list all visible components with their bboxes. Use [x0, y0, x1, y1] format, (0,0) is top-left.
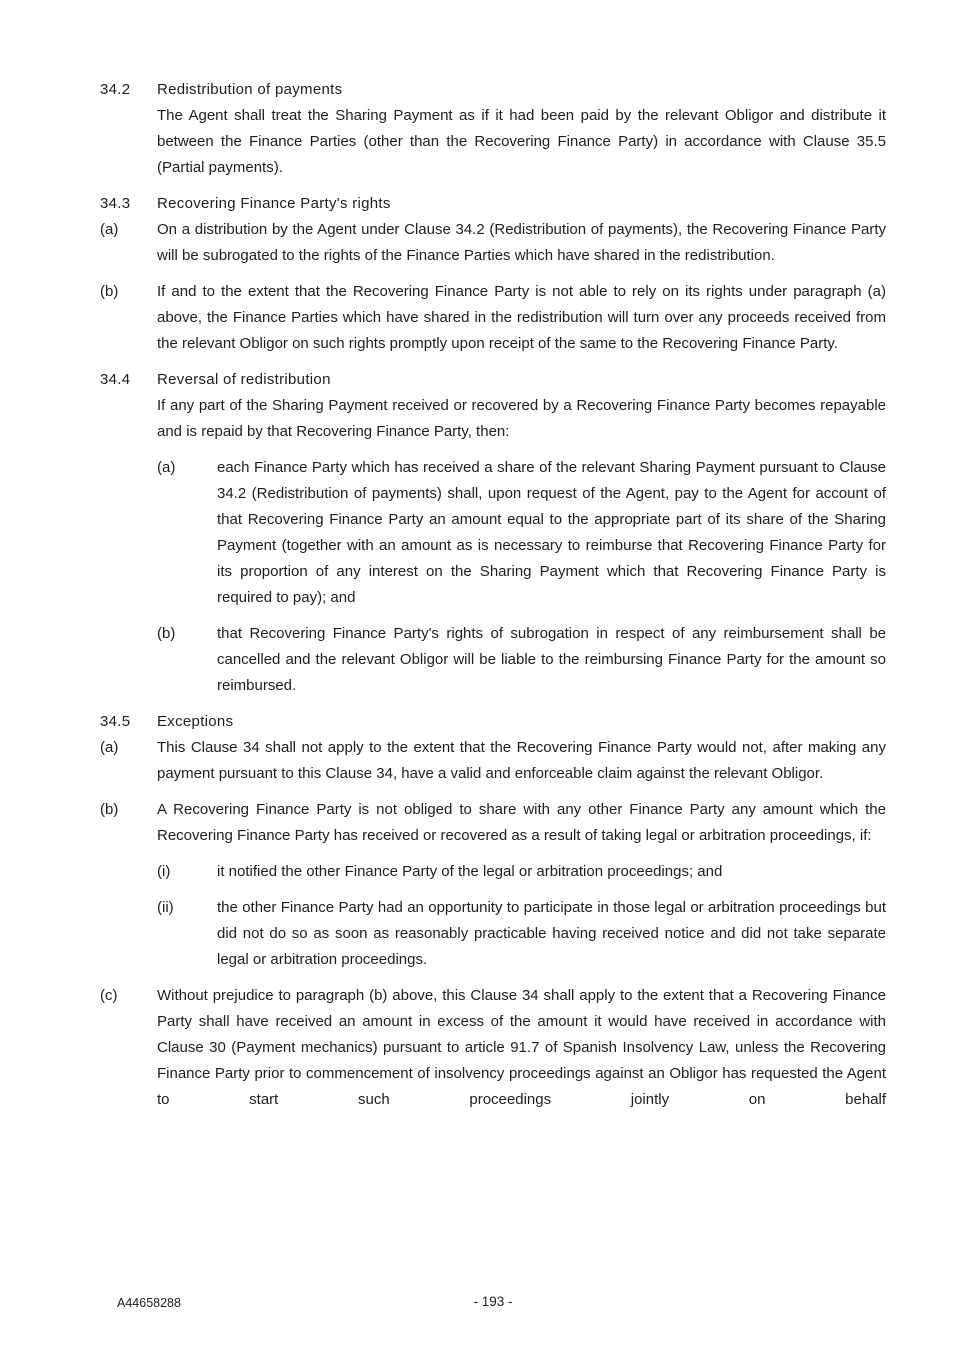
clause-34-3 — [100, 191, 886, 357]
paragraph-label: (b) — [157, 625, 176, 642]
paragraph-text: If and to the extent that the Recovering Finance Party is not able to rely on its rights under paragraph (a) above, the Finance Parties which have shared in the redistribution will turn over any proceeds received from the relevant Obligor on such rights promptly upon receipt of the same to the Recovering Finance Party. — [157, 283, 886, 352]
subparagraph-b — [157, 621, 886, 699]
subparagraph-a — [157, 455, 886, 611]
clause-number: 34.2 — [100, 81, 131, 98]
paragraph-b — [100, 279, 886, 357]
paragraph-text: On a distribution by the Agent under Clause 34.2 (Redistribution of payments), the Recovering Finance Party will be subrogated to the rights of the Finance Parties which have shared in the redistribution. — [157, 221, 886, 264]
paragraph-label: (a) — [157, 459, 176, 476]
clause-heading-row — [100, 77, 886, 103]
subparagraph-ii — [157, 895, 886, 973]
paragraph-text: it notified the other Finance Party of the legal or arbitration proceedings; and — [217, 863, 723, 880]
paragraph-label: (b) — [100, 801, 119, 818]
paragraph-text: If any part of the Sharing Payment received or recovered by a Recovering Finance Party becomes repayable and is repaid by that Recovering Finance Party, then: — [157, 397, 886, 440]
clause-title: Redistribution of payments — [157, 81, 343, 98]
clause-34-4 — [100, 367, 886, 699]
clause-34-5 — [100, 709, 886, 1113]
clause-heading-row — [100, 367, 886, 393]
subparagraph-i — [157, 859, 886, 885]
footer-document-reference: A44658288 — [117, 1296, 181, 1310]
paragraph-a — [100, 217, 886, 269]
clause-title: Reversal of redistribution — [157, 371, 331, 388]
paragraph-label: (ii) — [157, 899, 174, 916]
clause-title: Recovering Finance Party's rights — [157, 195, 391, 212]
clause-title: Exceptions — [157, 713, 234, 730]
document-content — [100, 77, 886, 1113]
paragraph-label: (a) — [100, 739, 119, 756]
paragraph-c — [100, 983, 886, 1113]
paragraph-text: Without prejudice to paragraph (b) above, this Clause 34 shall apply to the extent that a Recovering Finance Party shall have received an amount in excess of the amount it would have received in accordance with Clause 30 (Payment mechanics) pursuant to article 91.7 of Spanish Insolvency Law, unless the Recovering Finance Party prior to commencement of insolvency proceedings against an Obligor has requested the Agent to start such proceedings jointly on behalf — [157, 987, 886, 1108]
clause-heading-row — [100, 709, 886, 735]
clause-number: 34.3 — [100, 195, 131, 212]
clause-number: 34.5 — [100, 713, 131, 730]
paragraph-text: that Recovering Finance Party's rights of subrogation in respect of any reimbursement shall be cancelled and the relevant Obligor will be liable to the reimbursing Finance Party for the amount so reimbursed. — [217, 625, 886, 694]
paragraph-text: This Clause 34 shall not apply to the extent that the Recovering Finance Party would not, after making any payment pursuant to this Clause 34, have a valid and enforceable claim against the relevant Obligor. — [157, 739, 886, 782]
paragraph-text: A Recovering Finance Party is not obliged to share with any other Finance Party any amount which the Recovering Finance Party has received or recovered as a result of taking legal or arbitration proceedings, if: — [157, 801, 886, 844]
paragraph-label: (b) — [100, 283, 119, 300]
paragraph-text: the other Finance Party had an opportunity to participate in those legal or arbitration proceedings but did not do so as soon as reasonably practicable having received notice and did not take separate legal or arbitration proceedings. — [217, 899, 886, 968]
clause-body-paragraph — [100, 393, 886, 445]
clause-number: 34.4 — [100, 371, 131, 388]
clause-heading-row — [100, 191, 886, 217]
paragraph-a — [100, 735, 886, 787]
footer-page-number: - 193 - — [473, 1294, 513, 1309]
paragraph-text: each Finance Party which has received a share of the relevant Sharing Payment pursuant to Clause 34.2 (Redistribution of payments) shall, upon request of the Agent, pay to the Agent for account of that Recovering Finance Party an amount equal to the appropriate part of its share of the Sharing Payment (together with an amount as is necessary to reimburse that Recovering Finance Party for its proportion of any interest on the Sharing Payment which that Recovering Finance Party is required to pay); and — [217, 459, 886, 606]
paragraph-label: (c) — [100, 987, 118, 1004]
paragraph-text: The Agent shall treat the Sharing Payment as if it had been paid by the relevant Obligor and distribute it between the Finance Parties (other than the Recovering Finance Party) in accordance with Clause 35.5 (Partial payments). — [157, 107, 886, 176]
paragraph-b — [100, 797, 886, 849]
paragraph-label: (i) — [157, 863, 171, 880]
clause-body-paragraph — [100, 103, 886, 181]
clause-34-2 — [100, 77, 886, 181]
paragraph-label: (a) — [100, 221, 119, 238]
